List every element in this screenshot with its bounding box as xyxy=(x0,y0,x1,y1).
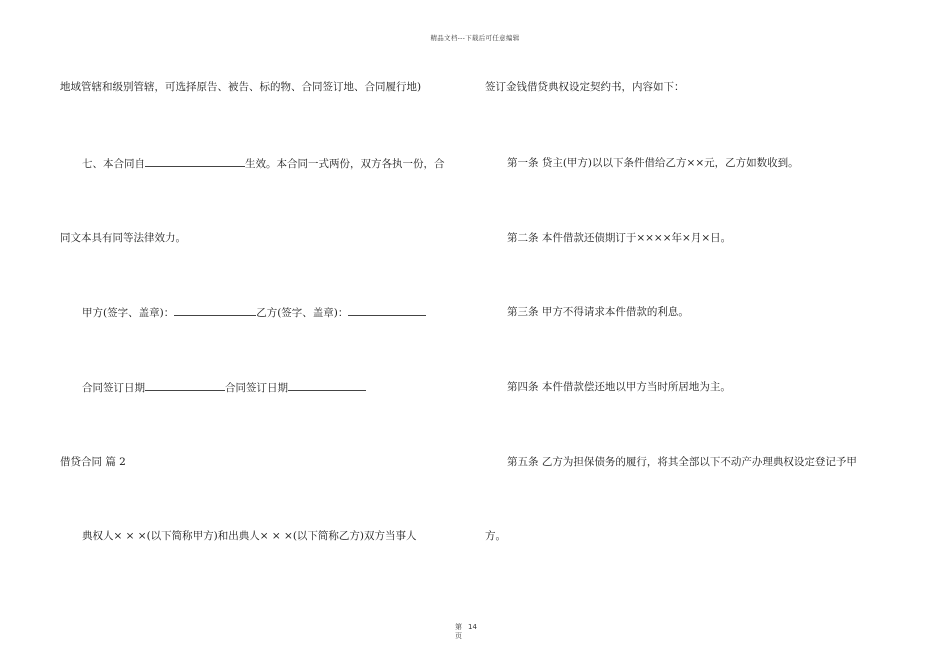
article-1: 第一条 贷主(甲方)以以下条件借给乙方××元，乙方如数收到。 xyxy=(507,157,799,169)
article-2: 第二条 本件借款还债期订于××××年×月×日。 xyxy=(507,232,732,244)
effective-date-blank xyxy=(145,156,245,167)
sign-date-blank-2 xyxy=(288,380,366,391)
sign-date-label-1: 合同签订日期 xyxy=(82,382,145,394)
article-3: 第三条 甲方不得请求本件借款的利息。 xyxy=(507,306,689,318)
party-b-signature-label: 乙方(签字、盖章)： xyxy=(256,307,349,319)
article-4: 第四条 本件借款偿还地以甲方当时所居地为主。 xyxy=(507,381,731,393)
sign-date-blank-1 xyxy=(145,380,225,391)
left-line-legal-effect: 同文本具有同等法律效力。 xyxy=(60,232,186,244)
effective-clause-suffix: 生效。本合同一式两份，双方各执一份，合 xyxy=(245,158,445,170)
party-b-signature-blank xyxy=(348,305,426,316)
left-line-effective-clause xyxy=(82,156,445,171)
page-label-top: 第 xyxy=(455,623,462,631)
page-label-bottom: 页 xyxy=(455,632,462,640)
party-a-signature-label: 甲方(签字、盖章)： xyxy=(82,307,175,319)
party-a-signature-blank xyxy=(174,305,256,316)
left-line-jurisdiction: 地域管辖和级别管辖，可选择原告、被告、标的物、合同签订地、合同履行地) xyxy=(60,81,422,93)
page-footer xyxy=(455,623,477,641)
article-5: 第五条 乙方为担保债务的履行，将其全部以下不动产办理典权设定登记予甲 xyxy=(507,456,857,468)
header-note: 精品文档---下载后可任意编辑 xyxy=(430,34,520,42)
page-number: 14 xyxy=(468,623,477,631)
right-line-intro: 签订金钱借贷典权设定契约书，内容如下： xyxy=(485,81,685,93)
effective-clause-prefix: 七、本合同自 xyxy=(82,158,145,170)
sign-date-label-2: 合同签订日期 xyxy=(225,382,288,394)
sign-date-line xyxy=(82,380,366,395)
signature-line xyxy=(82,305,426,320)
parties-line: 典权人× × ×(以下简称甲方)和出典人× × ×(以下简称乙方)双方当事人 xyxy=(82,530,417,542)
article-5-continuation: 方。 xyxy=(485,530,506,542)
section-title: 借贷合同 篇 2 xyxy=(60,456,126,468)
